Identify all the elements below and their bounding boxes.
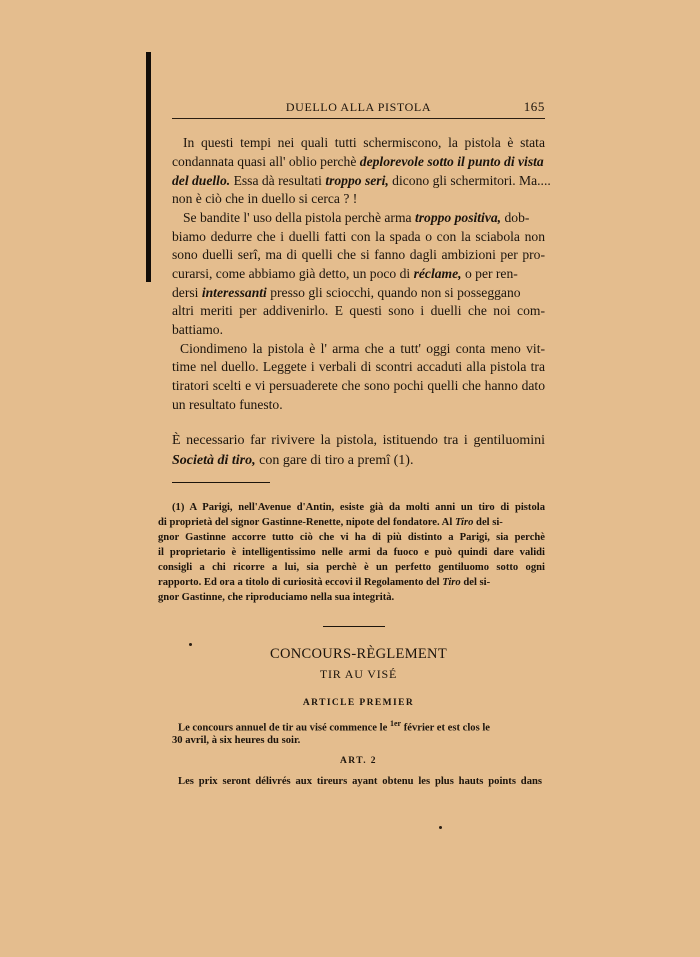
footnote-line: di proprietà del signor Gastinne-Renette, nipote del fondatore. Al Tiro del si-	[158, 517, 503, 528]
reglement-title: CONCOURS-RÈGLEMENT	[270, 646, 447, 662]
footnote-rule	[172, 482, 270, 483]
article-2-heading: ART. 2	[340, 756, 377, 766]
article-line: Le concours annuel de tir au visé commence le $^{1er}$ février et est clos le	[178, 719, 491, 734]
article-premier-heading: ARTICLE PREMIER	[302, 698, 415, 708]
body-line: battiamo.	[172, 322, 223, 337]
body-line: altri meriti per addivenirlo. E questi sono i duelli che noi com-	[172, 303, 545, 318]
footnote-line: rapporto. Ed ora a titolo di curiosità eccovi il Regolamento del Tiro del si-	[158, 577, 491, 588]
page-number: 165	[523, 99, 545, 114]
paper-speck	[439, 826, 442, 829]
body-line: È necessario far rivivere la pistola, istituendo tra i gentiluomini	[172, 433, 545, 448]
article-line: 30 avril, à six heures du soir.	[172, 735, 301, 746]
body-line: biamo dedurre che i duelli fatti con la spada o con la sciabola non	[172, 229, 545, 244]
paper-speck	[189, 643, 192, 646]
body-line: dersi interessanti presso gli sciocchi, quando non si posseggano	[172, 285, 521, 300]
body-line: Ciondimeno la pistola è l' arma che a tutt' oggi conta meno vit-	[180, 341, 545, 356]
body-line: un resultato funesto.	[172, 397, 283, 412]
body-line: condannata quasi all' oblio perchè deplorevole sotto il punto di vista	[172, 154, 544, 169]
footnote-line: il proprietario è intelligentissimo nelle armi da fuoco e può quindi dare validi	[158, 547, 545, 558]
body-line: non è ciò che in duello si cerca ? !	[172, 191, 358, 206]
footnote-line: gnor Gastinne accorre tutto ciò che vi ha di più distinto a Parigi, sia perchè	[158, 532, 545, 543]
article-line: Les prix seront délivrés aux tireurs ayant obtenu les plus hauts points dans	[178, 776, 542, 787]
body-line: Società di tiro, con gare di tiro a premî (1).	[172, 453, 414, 468]
running-head	[172, 98, 545, 119]
footnote-line: (1) A Parigi, nell'Avenue d'Antin, esiste già da molti anni un tiro di pistola	[172, 502, 545, 513]
body-line: Se bandite l' uso della pistola perchè arma troppo positiva, dob-	[183, 210, 530, 225]
body-line: In questi tempi nei quali tutti schermiscono, la pistola è stata	[183, 135, 545, 150]
body-line: time nel duello. Leggete i verbali di scontri accaduti alla pistola tra	[172, 359, 545, 374]
body-line: tiratori scelti e vi persuaderete che sono pochi quelli che hanno dato	[172, 378, 545, 393]
reglement-subtitle: TIR AU VISÉ	[319, 667, 398, 681]
body-line: del duello. Essa dà resultati troppo seri, dicono gli schermitori. Ma....	[172, 173, 551, 188]
running-head-title: DUELLO ALLA PISTOLA	[285, 100, 432, 114]
binding-shadow-bar	[146, 52, 151, 282]
body-line: curarsi, come abbiamo già detto, un poco di réclame, o per ren-	[172, 266, 518, 281]
footnote-line: gnor Gastinne, che riproduciamo nella sua integrità.	[158, 592, 395, 603]
section-rule	[323, 626, 385, 627]
body-line: sono duelli serî, ma di quelli che si fanno dagli ambizioni per pro-	[172, 247, 545, 262]
footnote-line: consigli a chi ricorre a lui, sia perchè è un perfetto gentiluomo sotto ogni	[158, 562, 545, 573]
